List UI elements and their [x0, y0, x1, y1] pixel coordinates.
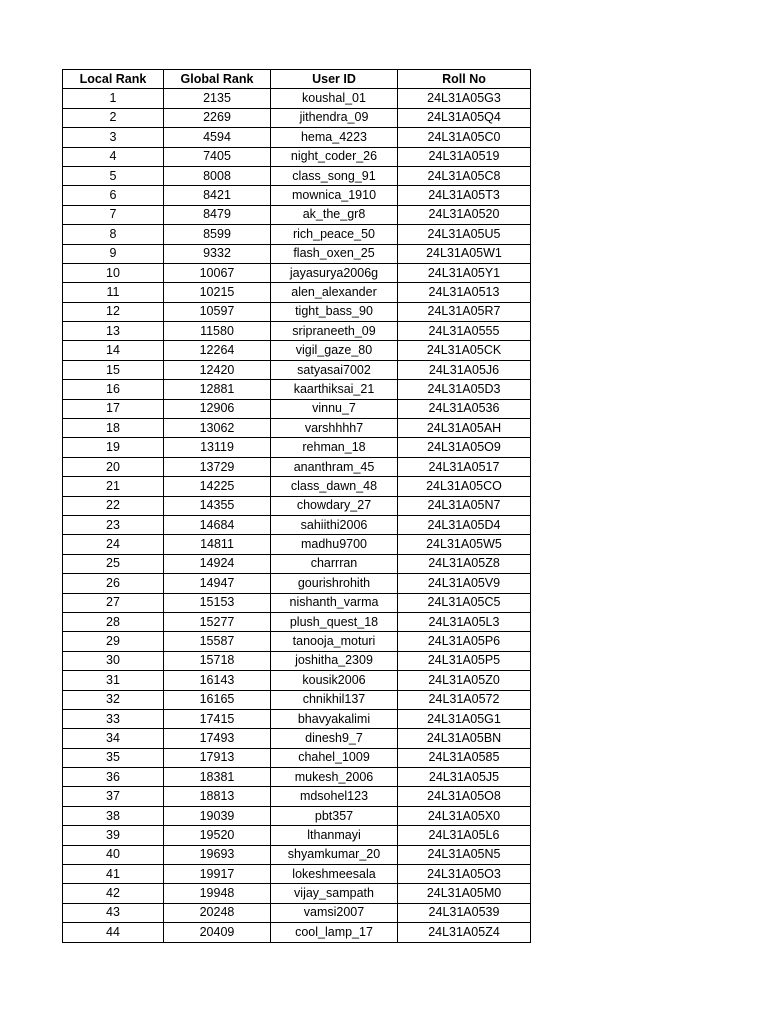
table-row — [63, 186, 531, 205]
local-rank-cell: 34 — [63, 729, 164, 748]
local-rank-cell: 28 — [63, 612, 164, 631]
user-id-cell: vamsi2007 — [271, 903, 398, 922]
roll-no-cell: 24L31A0555 — [398, 322, 531, 341]
roll-no-cell: 24L31A05G1 — [398, 709, 531, 728]
roll-no-cell: 24L31A0572 — [398, 690, 531, 709]
table-row — [63, 884, 531, 903]
global-rank-cell: 15277 — [164, 612, 271, 631]
table-row — [63, 671, 531, 690]
user-id-cell: shyamkumar_20 — [271, 845, 398, 864]
table-row — [63, 89, 531, 108]
header-global-rank: Global Rank — [164, 70, 271, 89]
table-body — [63, 89, 531, 942]
local-rank-cell: 35 — [63, 748, 164, 767]
user-id-cell: vijay_sampath — [271, 884, 398, 903]
roll-no-cell: 24L31A05C5 — [398, 593, 531, 612]
local-rank-cell: 21 — [63, 477, 164, 496]
global-rank-cell: 8421 — [164, 186, 271, 205]
table-row — [63, 845, 531, 864]
user-id-cell: joshitha_2309 — [271, 651, 398, 670]
user-id-cell: alen_alexander — [271, 283, 398, 302]
table-header — [63, 70, 531, 89]
user-id-cell: charrran — [271, 554, 398, 573]
local-rank-cell: 20 — [63, 457, 164, 476]
global-rank-cell: 12906 — [164, 399, 271, 418]
table-row — [63, 690, 531, 709]
user-id-cell: vinnu_7 — [271, 399, 398, 418]
roll-no-cell: 24L31A05M0 — [398, 884, 531, 903]
local-rank-cell: 25 — [63, 554, 164, 573]
roll-no-cell: 24L31A05O8 — [398, 787, 531, 806]
global-rank-cell: 20409 — [164, 923, 271, 942]
user-id-cell: satyasai7002 — [271, 360, 398, 379]
table-row — [63, 496, 531, 515]
user-id-cell: class_song_91 — [271, 166, 398, 185]
local-rank-cell: 43 — [63, 903, 164, 922]
roll-no-cell: 24L31A05L3 — [398, 612, 531, 631]
global-rank-cell: 18813 — [164, 787, 271, 806]
roll-no-cell: 24L31A05W1 — [398, 244, 531, 263]
local-rank-cell: 17 — [63, 399, 164, 418]
header-local-rank: Local Rank — [63, 70, 164, 89]
user-id-cell: sahiithi2006 — [271, 515, 398, 534]
roll-no-cell: 24L31A05O9 — [398, 438, 531, 457]
global-rank-cell: 19917 — [164, 865, 271, 884]
user-id-cell: gourishrohith — [271, 574, 398, 593]
local-rank-cell: 44 — [63, 923, 164, 942]
roll-no-cell: 24L31A05P5 — [398, 651, 531, 670]
table-row — [63, 399, 531, 418]
user-id-cell: madhu9700 — [271, 535, 398, 554]
global-rank-cell: 14947 — [164, 574, 271, 593]
table-row — [63, 612, 531, 631]
roll-no-cell: 24L31A05Z8 — [398, 554, 531, 573]
roll-no-cell: 24L31A05J6 — [398, 360, 531, 379]
header-roll-no: Roll No — [398, 70, 531, 89]
global-rank-cell: 10067 — [164, 263, 271, 282]
global-rank-cell: 10215 — [164, 283, 271, 302]
local-rank-cell: 14 — [63, 341, 164, 360]
user-id-cell: pbt357 — [271, 806, 398, 825]
user-id-cell: plush_quest_18 — [271, 612, 398, 631]
user-id-cell: dinesh9_7 — [271, 729, 398, 748]
local-rank-cell: 12 — [63, 302, 164, 321]
local-rank-cell: 1 — [63, 89, 164, 108]
table-row — [63, 806, 531, 825]
roll-no-cell: 24L31A05AH — [398, 419, 531, 438]
global-rank-cell: 16143 — [164, 671, 271, 690]
local-rank-cell: 36 — [63, 768, 164, 787]
local-rank-cell: 30 — [63, 651, 164, 670]
table-row — [63, 554, 531, 573]
global-rank-cell: 2269 — [164, 108, 271, 127]
table-row — [63, 263, 531, 282]
local-rank-cell: 22 — [63, 496, 164, 515]
user-id-cell: ananthram_45 — [271, 457, 398, 476]
roll-no-cell: 24L31A0539 — [398, 903, 531, 922]
local-rank-cell: 16 — [63, 380, 164, 399]
local-rank-cell: 37 — [63, 787, 164, 806]
table-row — [63, 166, 531, 185]
local-rank-cell: 13 — [63, 322, 164, 341]
user-id-cell: rich_peace_50 — [271, 225, 398, 244]
roll-no-cell: 24L31A05O3 — [398, 865, 531, 884]
local-rank-cell: 24 — [63, 535, 164, 554]
user-id-cell: koushal_01 — [271, 89, 398, 108]
table-row — [63, 244, 531, 263]
user-id-cell: kousik2006 — [271, 671, 398, 690]
roll-no-cell: 24L31A0536 — [398, 399, 531, 418]
table-row — [63, 632, 531, 651]
table-row — [63, 380, 531, 399]
table-row — [63, 341, 531, 360]
global-rank-cell: 17913 — [164, 748, 271, 767]
user-id-cell: jithendra_09 — [271, 108, 398, 127]
global-rank-cell: 2135 — [164, 89, 271, 108]
global-rank-cell: 11580 — [164, 322, 271, 341]
global-rank-cell: 19693 — [164, 845, 271, 864]
user-id-cell: chowdary_27 — [271, 496, 398, 515]
table-row — [63, 903, 531, 922]
local-rank-cell: 39 — [63, 826, 164, 845]
user-id-cell: night_coder_26 — [271, 147, 398, 166]
global-rank-cell: 13119 — [164, 438, 271, 457]
local-rank-cell: 18 — [63, 419, 164, 438]
global-rank-cell: 19039 — [164, 806, 271, 825]
roll-no-cell: 24L31A05P6 — [398, 632, 531, 651]
user-id-cell: varshhhh7 — [271, 419, 398, 438]
global-rank-cell: 12264 — [164, 341, 271, 360]
user-id-cell: flash_oxen_25 — [271, 244, 398, 263]
global-rank-cell: 8008 — [164, 166, 271, 185]
global-rank-cell: 17415 — [164, 709, 271, 728]
global-rank-cell: 8599 — [164, 225, 271, 244]
user-id-cell: rehman_18 — [271, 438, 398, 457]
global-rank-cell: 4594 — [164, 128, 271, 147]
table-row — [63, 535, 531, 554]
local-rank-cell: 4 — [63, 147, 164, 166]
user-id-cell: chnikhil137 — [271, 690, 398, 709]
roll-no-cell: 24L31A05L6 — [398, 826, 531, 845]
local-rank-cell: 15 — [63, 360, 164, 379]
roll-no-cell: 24L31A05R7 — [398, 302, 531, 321]
global-rank-cell: 14225 — [164, 477, 271, 496]
local-rank-cell: 23 — [63, 515, 164, 534]
roll-no-cell: 24L31A05W5 — [398, 535, 531, 554]
global-rank-cell: 16165 — [164, 690, 271, 709]
table-row — [63, 419, 531, 438]
table-row — [63, 147, 531, 166]
global-rank-cell: 8479 — [164, 205, 271, 224]
roll-no-cell: 24L31A05N7 — [398, 496, 531, 515]
global-rank-cell: 18381 — [164, 768, 271, 787]
roll-no-cell: 24L31A05U5 — [398, 225, 531, 244]
global-rank-cell: 9332 — [164, 244, 271, 263]
roll-no-cell: 24L31A05Z0 — [398, 671, 531, 690]
user-id-cell: mownica_1910 — [271, 186, 398, 205]
global-rank-cell: 12420 — [164, 360, 271, 379]
table-row — [63, 651, 531, 670]
user-id-cell: jayasurya2006g — [271, 263, 398, 282]
user-id-cell: tight_bass_90 — [271, 302, 398, 321]
global-rank-cell: 14684 — [164, 515, 271, 534]
user-id-cell: chahel_1009 — [271, 748, 398, 767]
user-id-cell: lthanmayi — [271, 826, 398, 845]
global-rank-cell: 20248 — [164, 903, 271, 922]
local-rank-cell: 6 — [63, 186, 164, 205]
global-rank-cell: 19948 — [164, 884, 271, 903]
local-rank-cell: 26 — [63, 574, 164, 593]
roll-no-cell: 24L31A05N5 — [398, 845, 531, 864]
roll-no-cell: 24L31A05Y1 — [398, 263, 531, 282]
local-rank-cell: 33 — [63, 709, 164, 728]
roll-no-cell: 24L31A0519 — [398, 147, 531, 166]
local-rank-cell: 27 — [63, 593, 164, 612]
roll-no-cell: 24L31A05D4 — [398, 515, 531, 534]
table-row — [63, 729, 531, 748]
user-id-cell: nishanth_varma — [271, 593, 398, 612]
global-rank-cell: 7405 — [164, 147, 271, 166]
roll-no-cell: 24L31A0517 — [398, 457, 531, 476]
roll-no-cell: 24L31A0585 — [398, 748, 531, 767]
table-row — [63, 768, 531, 787]
table-row — [63, 865, 531, 884]
user-id-cell: tanooja_moturi — [271, 632, 398, 651]
local-rank-cell: 8 — [63, 225, 164, 244]
local-rank-cell: 19 — [63, 438, 164, 457]
global-rank-cell: 15153 — [164, 593, 271, 612]
table-row — [63, 360, 531, 379]
local-rank-cell: 38 — [63, 806, 164, 825]
table-row — [63, 302, 531, 321]
user-id-cell: kaarthiksai_21 — [271, 380, 398, 399]
roll-no-cell: 24L31A05G3 — [398, 89, 531, 108]
global-rank-cell: 14811 — [164, 535, 271, 554]
table-row — [63, 787, 531, 806]
roll-no-cell: 24L31A05C0 — [398, 128, 531, 147]
global-rank-cell: 12881 — [164, 380, 271, 399]
table-row — [63, 923, 531, 942]
local-rank-cell: 42 — [63, 884, 164, 903]
local-rank-cell: 9 — [63, 244, 164, 263]
table-row — [63, 593, 531, 612]
user-id-cell: mukesh_2006 — [271, 768, 398, 787]
global-rank-cell: 14924 — [164, 554, 271, 573]
global-rank-cell: 14355 — [164, 496, 271, 515]
roll-no-cell: 24L31A05Z4 — [398, 923, 531, 942]
table-row — [63, 477, 531, 496]
local-rank-cell: 29 — [63, 632, 164, 651]
user-id-cell: bhavyakalimi — [271, 709, 398, 728]
roll-no-cell: 24L31A05T3 — [398, 186, 531, 205]
roll-no-cell: 24L31A05D3 — [398, 380, 531, 399]
roll-no-cell: 24L31A05V9 — [398, 574, 531, 593]
local-rank-cell: 32 — [63, 690, 164, 709]
roll-no-cell: 24L31A05J5 — [398, 768, 531, 787]
local-rank-cell: 41 — [63, 865, 164, 884]
global-rank-cell: 13062 — [164, 419, 271, 438]
local-rank-cell: 10 — [63, 263, 164, 282]
user-id-cell: hema_4223 — [271, 128, 398, 147]
user-id-cell: vigil_gaze_80 — [271, 341, 398, 360]
global-rank-cell: 17493 — [164, 729, 271, 748]
user-id-cell: sripraneeth_09 — [271, 322, 398, 341]
user-id-cell: cool_lamp_17 — [271, 923, 398, 942]
local-rank-cell: 5 — [63, 166, 164, 185]
table-row — [63, 322, 531, 341]
roll-no-cell: 24L31A05C8 — [398, 166, 531, 185]
table-row — [63, 205, 531, 224]
table-row — [63, 128, 531, 147]
global-rank-cell: 15718 — [164, 651, 271, 670]
user-id-cell: ak_the_gr8 — [271, 205, 398, 224]
roll-no-cell: 24L31A05X0 — [398, 806, 531, 825]
table-row — [63, 108, 531, 127]
local-rank-cell: 7 — [63, 205, 164, 224]
local-rank-cell: 40 — [63, 845, 164, 864]
roll-no-cell: 24L31A05CK — [398, 341, 531, 360]
table-row — [63, 438, 531, 457]
header-row — [63, 70, 531, 89]
table-row — [63, 748, 531, 767]
table-row — [63, 826, 531, 845]
user-id-cell: mdsohel123 — [271, 787, 398, 806]
local-rank-cell: 2 — [63, 108, 164, 127]
local-rank-cell: 31 — [63, 671, 164, 690]
rank-sheet — [62, 69, 531, 943]
user-id-cell: lokeshmeesala — [271, 865, 398, 884]
global-rank-cell: 13729 — [164, 457, 271, 476]
roll-no-cell: 24L31A05CO — [398, 477, 531, 496]
header-user-id: User ID — [271, 70, 398, 89]
roll-no-cell: 24L31A0520 — [398, 205, 531, 224]
table-row — [63, 709, 531, 728]
table-row — [63, 457, 531, 476]
roll-no-cell: 24L31A05BN — [398, 729, 531, 748]
table-row — [63, 515, 531, 534]
local-rank-cell: 3 — [63, 128, 164, 147]
global-rank-cell: 19520 — [164, 826, 271, 845]
rank-table — [62, 69, 531, 943]
table-row — [63, 283, 531, 302]
global-rank-cell: 15587 — [164, 632, 271, 651]
roll-no-cell: 24L31A05Q4 — [398, 108, 531, 127]
global-rank-cell: 10597 — [164, 302, 271, 321]
roll-no-cell: 24L31A0513 — [398, 283, 531, 302]
table-row — [63, 574, 531, 593]
table-row — [63, 225, 531, 244]
user-id-cell: class_dawn_48 — [271, 477, 398, 496]
local-rank-cell: 11 — [63, 283, 164, 302]
